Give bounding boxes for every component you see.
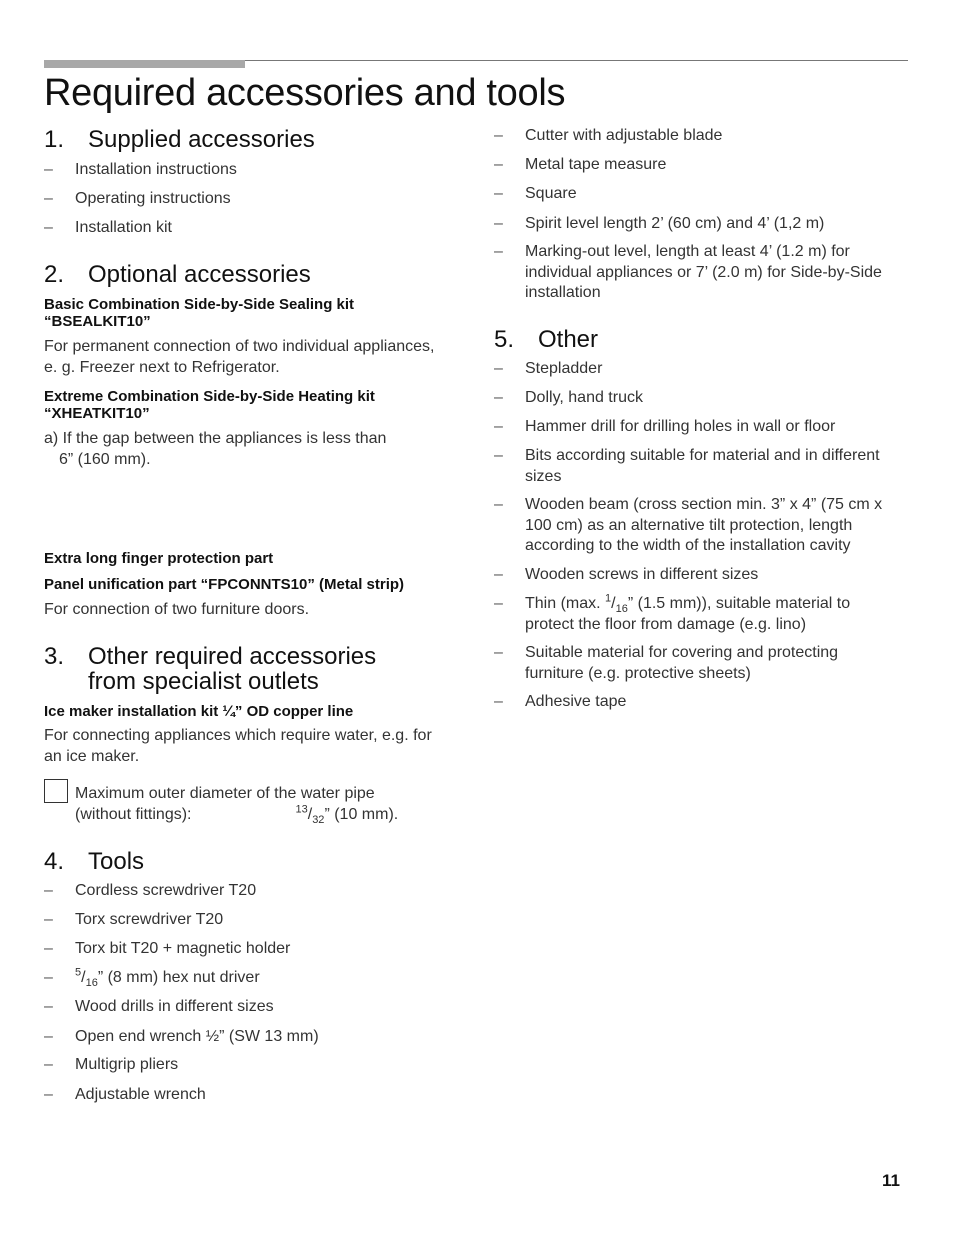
list-item: – Marking-out level, length at least 4’ (1.2 m) for individual appliances or 7’ (2.0 m) for Side-by-Side installation [494,243,882,301]
list-item: – Suitable material for covering and protecting furniture (e.g. protective sheets) [494,644,839,682]
kit-description: a) If the gap between the appliances is less than 6” (160 mm). [44,430,387,468]
part-title: Panel unification part “FPCONNTS10” (Metal strip) [44,576,405,593]
list-item: – Installation kit [44,219,172,236]
page-number: 11 [882,1171,900,1190]
list-item: – Stepladder [494,360,603,377]
section-5-heading: 5. Other [494,326,599,353]
section-4-heading: 4. Tools [44,848,145,875]
list-item: – Operating instructions [44,190,231,207]
list-item: – Wooden screws in different sizes [494,566,759,583]
kit-title: Extreme Combination Side-by-Side Heating kit “XHEATKIT10” [44,388,375,422]
section-2-heading: 2. Optional accessories [44,261,311,288]
kit-description: For connecting appliances which require water, e.g. for an ice maker. [44,727,432,765]
kit-description: For permanent connection of two individual appliances, e. g. Freezer next to Refrigerator. [44,338,435,376]
note-icon [44,779,68,803]
list-item: – Dolly, hand truck [494,389,643,406]
kit-title: Ice maker installation kit ¼” OD copper line [44,703,354,720]
list-item: – Metal tape measure [494,156,667,173]
part-title: Extra long finger protection part [44,550,274,567]
list-item: – Spirit level length 2’ (60 cm) and 4’ (1,2 m) [494,215,825,232]
page-title: Required accessories and tools [44,72,566,114]
list-item: – Bits according suitable for material and in different sizes [494,447,880,485]
list-item: – Torx screwdriver T20 [44,911,224,928]
list-item: – Square [494,185,577,202]
list-item: – Adjustable wrench [44,1086,206,1103]
note-text: Maximum outer diameter of the water pipe (without fittings): $^{13}/_{32}$” (10 mm). [75,785,399,826]
list-item: – Hammer drill for drilling holes in wall or floor [494,418,836,435]
section-1-heading: 1. Supplied accessories [44,126,315,153]
list-item: – Installation instructions [44,161,237,178]
part-description: For connection of two furniture doors. [44,601,310,618]
list-item: – Torx bit T20 + magnetic holder [44,940,291,957]
section-3-heading: 3. Other required accessories from specialist outlets [44,643,377,695]
list-item: – Cordless screwdriver T20 [44,882,257,899]
list-item: – Wooden beam (cross section min. 3” x 4” (75 cm x 100 cm) as an alternative tilt protection, length according to the width of the installation cavity [494,496,883,554]
list-item: – Thin (max. $^1/_{16}$” (1.5 mm)), suitable material to protect the floor from damage (e.g. lino) [494,592,851,633]
list-item: – Adhesive tape [494,693,627,710]
list-item: – Wood drills in different sizes [44,998,274,1015]
kit-title: Basic Combination Side-by-Side Sealing kit “BSEALKIT10” [44,296,355,330]
list-item: – Cutter with adjustable blade [494,127,723,144]
list-item: – $^5/_{16}$” (8 mm) hex nut driver [44,966,260,990]
top-rule-accent [44,60,245,68]
list-item: – Open end wrench ½” (SW 13 mm) [44,1028,319,1045]
list-item: – Multigrip pliers [44,1056,179,1073]
